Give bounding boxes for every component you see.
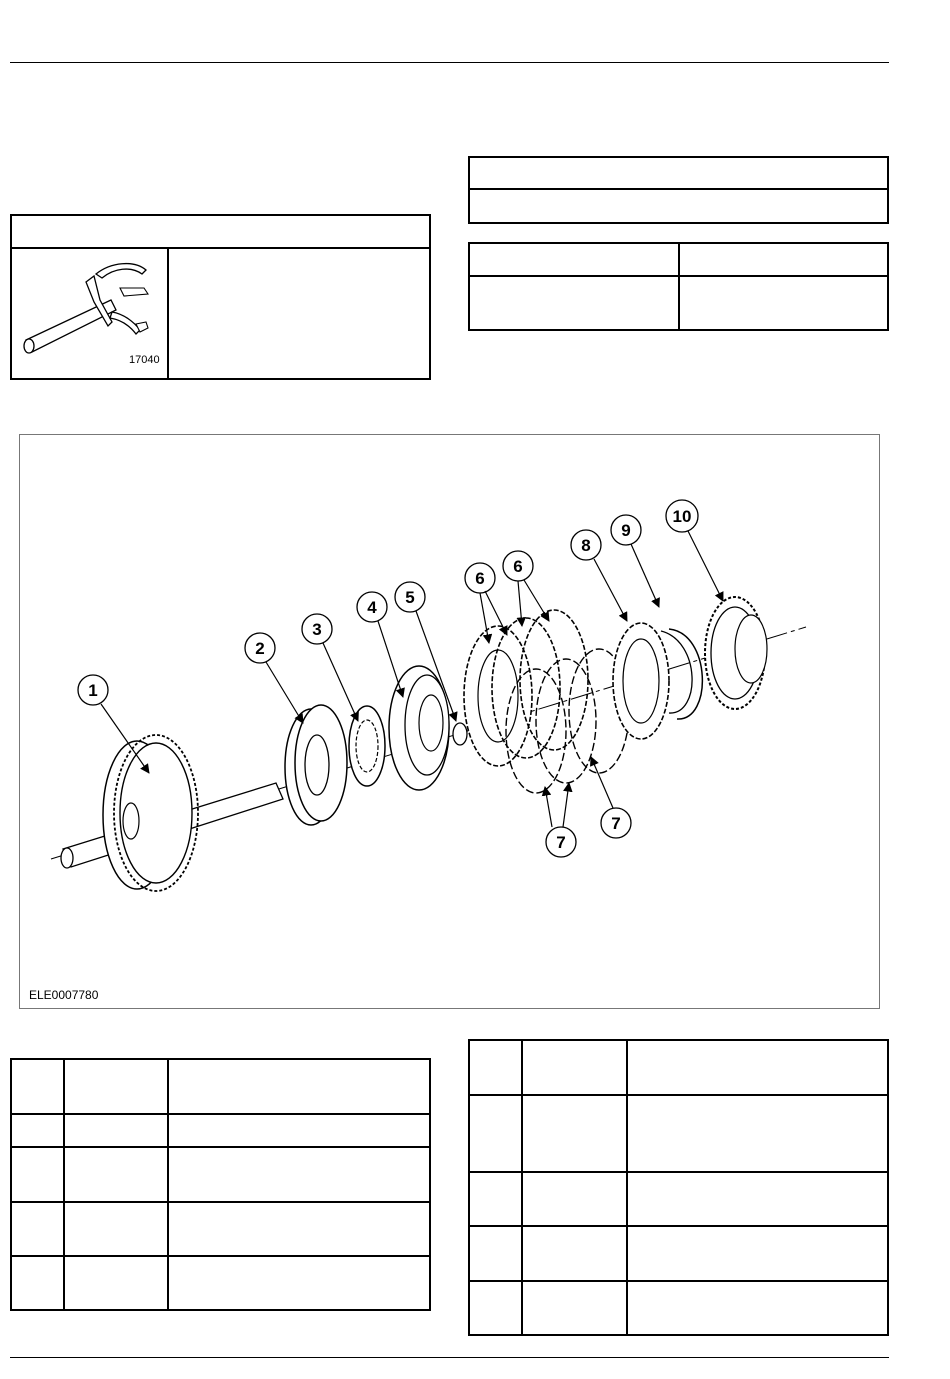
tool-number: 17040 [129,354,160,366]
legend-right-row-1 [470,1094,887,1096]
legend-right-row-3 [470,1225,887,1227]
legend-table-right [468,1039,889,1336]
bottom-rule [10,1357,889,1358]
tool-table-divider [167,249,169,378]
callout-4: 4 [367,598,377,617]
figure-code: ELE0007780 [29,988,99,1002]
callout-8: 8 [581,536,591,555]
callout-6b: 6 [513,557,523,576]
callout-5: 5 [405,588,415,607]
legend-left-row-1 [12,1113,429,1115]
legend-right-row-4 [470,1280,887,1282]
callout-9: 9 [621,521,631,540]
callout-7b: 7 [611,814,621,833]
spec-table-divider [678,244,680,329]
callout-1: 1 [88,681,98,700]
spec-table-top-right [468,242,889,331]
info-box-top-right [468,156,889,224]
legend-left-row-2 [12,1146,429,1148]
legend-left-row-4 [12,1255,429,1257]
legend-right-row-2 [470,1171,887,1173]
callout-6a: 6 [475,569,485,588]
legend-left-row-3 [12,1201,429,1203]
callout-3: 3 [312,620,322,639]
legend-left-col-1 [63,1060,65,1309]
callout-7a: 7 [556,833,566,852]
exploded-view-figure [19,434,880,1009]
exploded-view-drawing [20,435,879,1008]
legend-table-left [10,1058,431,1311]
top-rule [10,62,889,63]
special-tool-table [10,214,431,380]
legend-right-col-1 [521,1041,523,1334]
legend-left-col-2 [167,1060,169,1309]
callout-10: 10 [672,507,692,526]
tool-table-header-line [12,247,429,249]
legend-right-col-2 [626,1041,628,1334]
callout-2: 2 [255,639,265,658]
info-box-divider [470,188,887,190]
